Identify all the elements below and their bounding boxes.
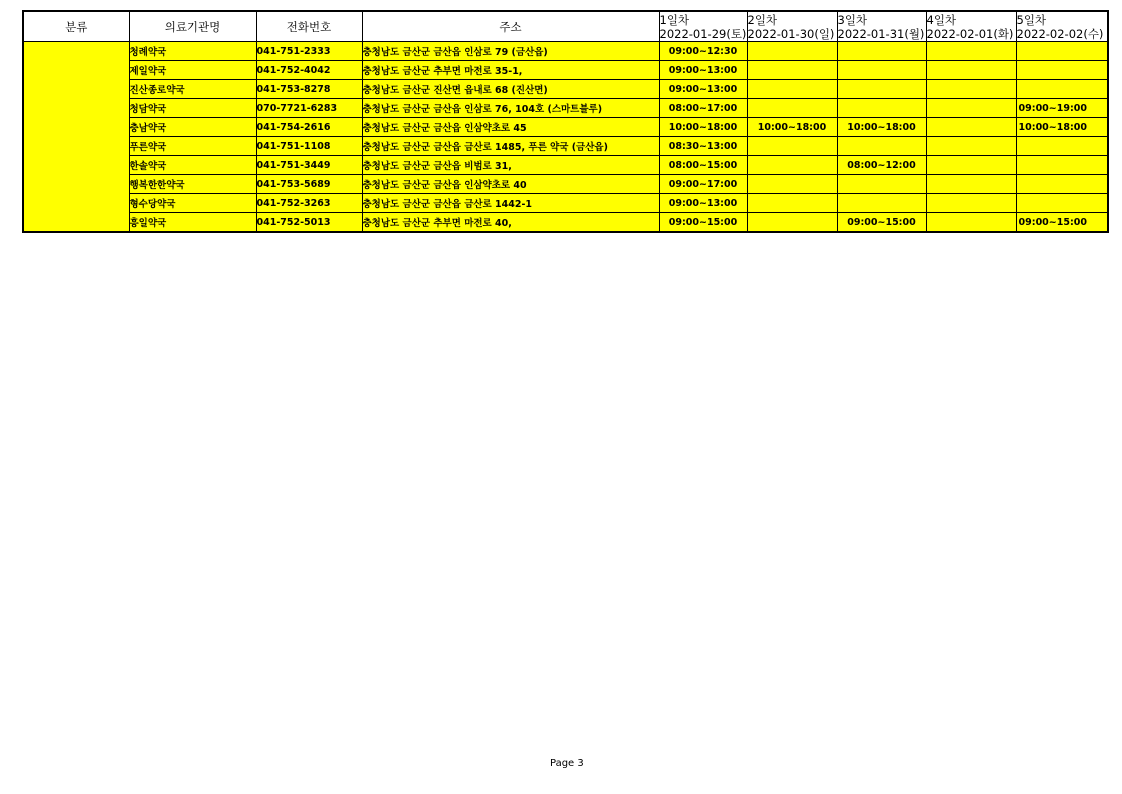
table-row [23, 194, 1108, 213]
page-number: Page 3 [550, 758, 584, 769]
day-5-hours: 10:00~18:00 [1016, 118, 1108, 137]
day-2-hours [747, 137, 837, 156]
pharmacy-name: 한솔약국 [129, 156, 256, 175]
pharmacy-name: 형수당약국 [129, 194, 256, 213]
header-day-1: 1일차 2022-01-29(토) [659, 12, 747, 41]
day-4-hours [926, 99, 1016, 118]
day-1-hours: 08:00~17:00 [659, 99, 747, 118]
day-3-hours [837, 42, 926, 61]
phone-cell: 041-752-3263 [256, 194, 362, 213]
table-row [23, 99, 1108, 118]
header-day-4: 4일차 2022-02-01(화) [926, 11, 1016, 42]
phone-cell: 041-752-4042 [256, 61, 362, 80]
day-4-hours [926, 137, 1016, 156]
category-cell [23, 42, 129, 233]
day-2-hours [747, 80, 837, 99]
day-5-hours [1016, 42, 1108, 61]
pharmacy-table [22, 10, 1109, 233]
pharmacy-name: 진산종로약국 [129, 80, 256, 99]
day-5-hours [1016, 137, 1108, 156]
pharmacy-name: 행복한한약국 [129, 175, 256, 194]
header-name: 의료기관명 [129, 11, 256, 42]
day-2-hours [747, 42, 837, 61]
day-1-hours: 09:00~15:00 [659, 213, 747, 233]
day-3-hours [837, 61, 926, 80]
table-row [23, 175, 1108, 194]
day-3-hours [837, 137, 926, 156]
table-row [23, 42, 1108, 61]
pharmacy-name: 충남약국 [129, 118, 256, 137]
header-address: 주소 [362, 11, 659, 42]
phone-cell: 041-751-2333 [256, 42, 362, 61]
header-phone: 전화번호 [256, 11, 362, 42]
table-row [23, 61, 1108, 80]
table-row [23, 156, 1108, 175]
day-2-hours [747, 194, 837, 213]
day-5-hours [1016, 80, 1108, 99]
day-4-hours [926, 61, 1016, 80]
day-3-hours [837, 80, 926, 99]
day-3-hours: 08:00~12:00 [837, 156, 926, 175]
address-cell: 충청남도 금산군 금산읍 금산로 1485, 푸른 약국 (금산읍) [362, 137, 659, 156]
day-4-hours [926, 42, 1016, 61]
day-4-hours [926, 156, 1016, 175]
day-1-hours: 10:00~18:00 [659, 118, 747, 137]
address-cell: 충청남도 금산군 진산면 읍내로 68 (진산면) [362, 80, 659, 99]
day-1-hours: 08:30~13:00 [659, 137, 747, 156]
header-day-3: 3일차 2022-01-31(월) [837, 12, 925, 41]
day-4-hours [926, 80, 1016, 99]
day-2-hours [747, 175, 837, 194]
day-3-hours [837, 99, 926, 118]
address-cell: 충청남도 금산군 금산읍 인삼약초로 40 [362, 175, 659, 194]
header-day-2: 2일차 2022-01-30(일) [747, 11, 837, 42]
day-5-hours [1016, 156, 1108, 175]
day-4-hours [926, 175, 1016, 194]
pharmacy-name: 흥일약국 [129, 213, 256, 233]
day-5-hours: 09:00~15:00 [1016, 213, 1108, 233]
day-1-hours: 09:00~13:00 [659, 194, 747, 213]
day-1-hours: 09:00~12:30 [659, 42, 747, 61]
day-1-hours: 09:00~13:00 [659, 61, 747, 80]
day-5-hours [1016, 194, 1108, 213]
address-cell: 충청남도 금산군 추부면 마전로 40, [362, 213, 659, 233]
table-row [23, 118, 1108, 137]
table-row [23, 213, 1108, 233]
address-cell: 충청남도 금산군 금산읍 인삼약초로 45 [362, 118, 659, 137]
day-2-hours [747, 99, 837, 118]
day-3-hours: 10:00~18:00 [837, 118, 926, 137]
pharmacy-name: 제일약국 [129, 61, 256, 80]
address-cell: 충청남도 금산군 금산읍 비범로 31, [362, 156, 659, 175]
day-2-hours [747, 213, 837, 233]
pharmacy-name: 청담약국 [129, 99, 256, 118]
table-row [23, 137, 1108, 156]
day-1-hours: 09:00~17:00 [659, 175, 747, 194]
header-category: 분류 [23, 11, 129, 42]
day-5-hours: 09:00~19:00 [1016, 99, 1108, 118]
phone-cell: 070-7721-6283 [256, 99, 362, 118]
day-1-hours: 08:00~15:00 [659, 156, 747, 175]
day-4-hours [926, 213, 1016, 233]
address-cell: 충청남도 금산군 금산읍 인삼로 76, 104호 (스마트블루) [362, 99, 659, 118]
day-5-hours [1016, 61, 1108, 80]
address-cell: 충청남도 금산군 금산읍 인삼로 79 (금산읍) [362, 42, 659, 61]
day-4-hours [926, 194, 1016, 213]
day-1-hours: 09:00~13:00 [659, 80, 747, 99]
header-day-5: 5일차 2022-02-02(수) [1016, 11, 1108, 42]
pharmacy-name: 청례약국 [129, 42, 256, 61]
phone-cell: 041-751-1108 [256, 137, 362, 156]
header-row [23, 11, 1108, 42]
table-row [23, 80, 1108, 99]
phone-cell: 041-753-5689 [256, 175, 362, 194]
phone-cell: 041-751-3449 [256, 156, 362, 175]
day-3-hours: 09:00~15:00 [837, 213, 926, 233]
address-cell: 충청남도 금산군 금산읍 금산로 1442-1 [362, 194, 659, 213]
phone-cell: 041-754-2616 [256, 118, 362, 137]
day-5-hours [1016, 175, 1108, 194]
address-cell: 충청남도 금산군 추부면 마전로 35-1, [362, 61, 659, 80]
day-4-hours [926, 118, 1016, 137]
phone-cell: 041-753-8278 [256, 80, 362, 99]
day-2-hours: 10:00~18:00 [747, 118, 837, 137]
day-3-hours [837, 175, 926, 194]
day-3-hours [837, 194, 926, 213]
day-2-hours [747, 156, 837, 175]
day-2-hours [747, 61, 837, 80]
pharmacy-name: 푸른약국 [129, 137, 256, 156]
phone-cell: 041-752-5013 [256, 213, 362, 233]
